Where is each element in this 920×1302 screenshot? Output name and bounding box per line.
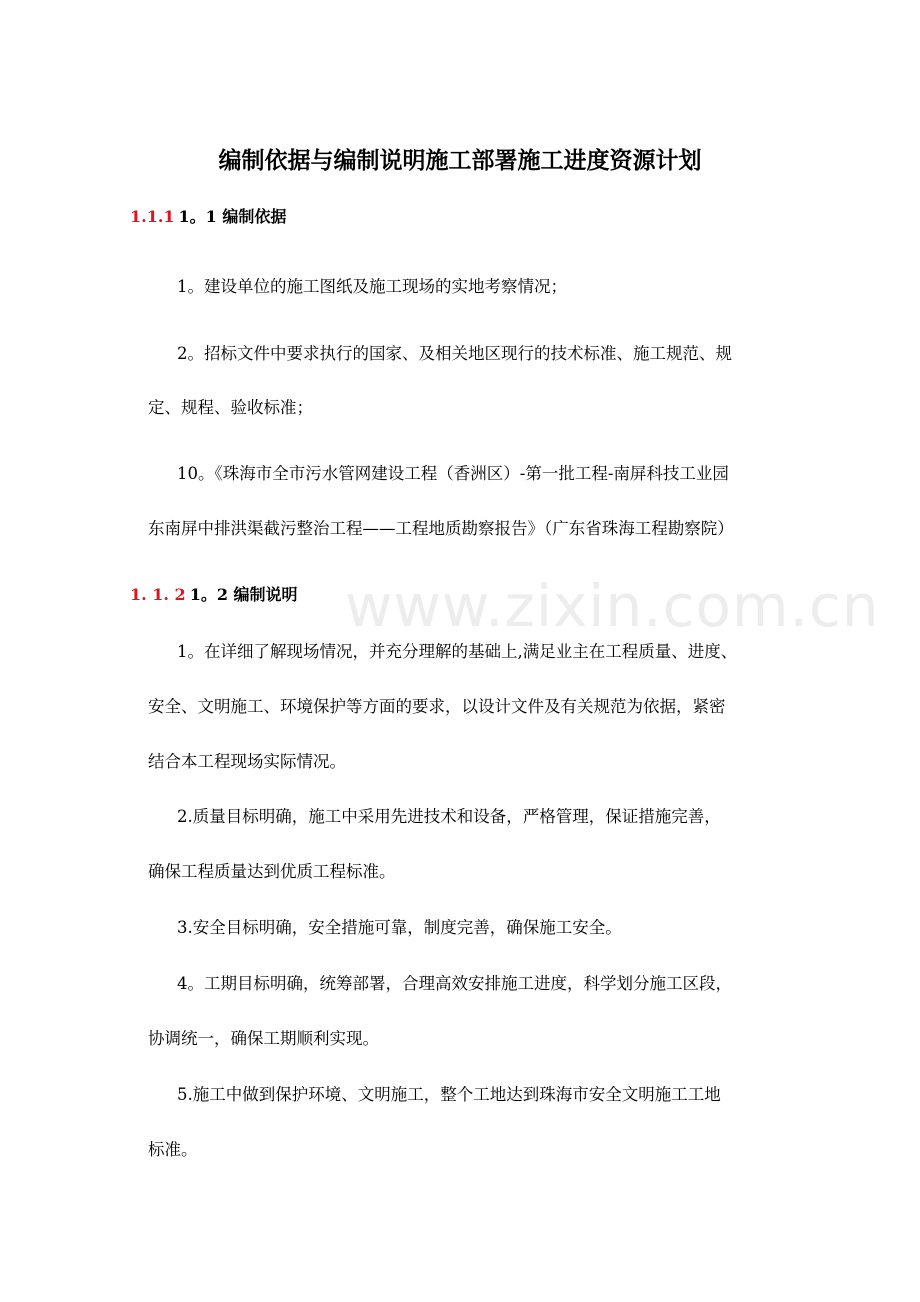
section-heading-1 bbox=[130, 204, 286, 227]
paragraph-line: 5.施工中做到保护环境、文明施工，整个工地达到珠海市安全文明施工工地 bbox=[177, 1085, 721, 1104]
paragraph-line: 3.安全目标明确，安全措施可靠，制度完善，确保施工安全。 bbox=[177, 918, 622, 937]
paragraph-line: 确保工程质量达到优质工程标准。 bbox=[148, 862, 396, 881]
paragraph-line: 协调统一，确保工期顺利实现。 bbox=[148, 1029, 379, 1048]
paragraph-line: 2.质量目标明确，施工中采用先进技术和设备，严格管理，保证措施完善， bbox=[177, 807, 721, 826]
paragraph-line: 标准。 bbox=[148, 1140, 198, 1159]
section-label: 1。2 编制说明 bbox=[189, 585, 298, 604]
section-heading-2 bbox=[130, 582, 298, 605]
paragraph-line: 结合本工程现场实际情况。 bbox=[148, 752, 346, 771]
paragraph-line: 2。招标文件中要求执行的国家、及相关地区现行的技术标准、施工规范、规 bbox=[177, 344, 732, 363]
paragraph-line: 1。建设单位的施工图纸及施工现场的实地考察情况； bbox=[177, 277, 567, 296]
paragraph-line: 1。在详细了解现场情况，并充分理解的基础上,满足业主在工程质量、进度、 bbox=[177, 642, 738, 661]
section-label: 1。1 编制依据 bbox=[178, 207, 287, 226]
paragraph-line: 定、规程、验收标准； bbox=[148, 398, 313, 417]
paragraph-line: 东南屏中排洪渠截污整治工程——工程地质勘察报告》（广东省珠海工程勘察院） bbox=[148, 519, 734, 538]
paragraph-line: 4。工期目标明确，统筹部署，合理高效安排施工进度，科学划分施工区段， bbox=[177, 974, 732, 993]
watermark: www.zixin.com.cn bbox=[345, 572, 880, 640]
paragraph-line: 安全、文明施工、环境保护等方面的要求，以设计文件及有关规范为依据，紧密 bbox=[148, 697, 726, 716]
section-number: 1.1.1 bbox=[130, 207, 175, 226]
paragraph-line: 10。《珠海市全市污水管网建设工程（香洲区）-第一批工程-南屏科技工业园 bbox=[177, 464, 729, 483]
document-title: 编制依据与编制说明施工部署施工进度资源计划 bbox=[218, 147, 702, 174]
section-number: 1. 1. 2 bbox=[130, 585, 186, 604]
